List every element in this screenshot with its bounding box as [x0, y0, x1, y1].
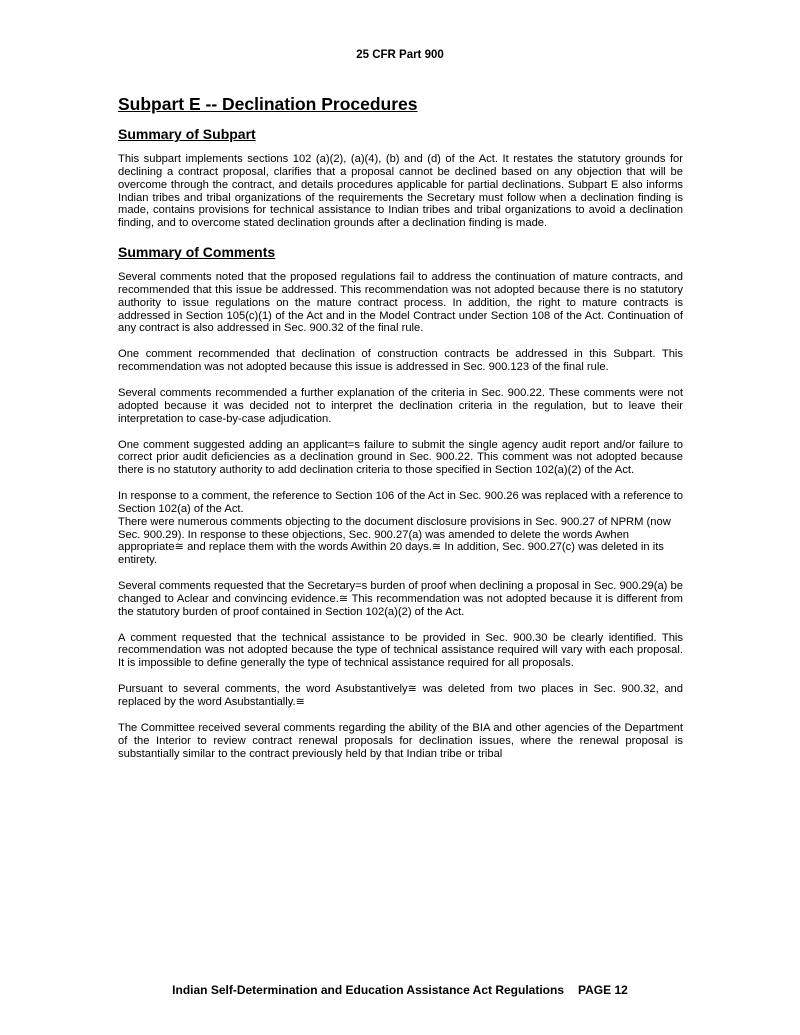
page-header: 25 CFR Part 900 — [356, 49, 444, 61]
comment-paragraph: Several comments noted that the proposed regulations fail to address the continuation of mature contracts, and recommended that this issue be addressed. This recommendation was not adopted because there is no statutory authority to issue regulations on the mature contract process. In addition, the right to mature contracts is addressed in Section 105(c)(1) of the Act and in the Model Contract under Section 108 of the Act. Continuation of any contract is also addressed in Sec. 900.32 of the final rule. — [118, 271, 683, 335]
document-body — [118, 93, 683, 773]
subpart-title: Subpart E -- Declination Procedures — [118, 94, 418, 114]
comment-paragraph: One comment recommended that declination of construction contracts be addressed in this Subpart. This recommendation was not adopted because this issue is addressed in Sec. 900.123 of the final rule. — [118, 348, 683, 374]
comments-heading: Summary of Comments — [118, 244, 276, 261]
comment-paragraph: Pursuant to several comments, the word Asubstantively≅ was deleted from two places in Sec. 900.32, and replaced by the word Asubstantially.≅ — [118, 683, 683, 708]
summary-paragraph: This subpart implements sections 102 (a)(2), (a)(4), (b) and (d) of the Act. It restates the statutory grounds for declining a contract proposal, clarifies that a proposal cannot be declined based on any objection that will be overcome through the contract, and details procedures applicable for partial declinations. Subpart E also informs Indian tribes and tribal organizations of the requirements the Secretary must follow when a declination finding is made, contains provisions for technical assistance to Indian tribes and tribal organizations to avoid a declination finding, and to overcome stated declination grounds after a declination finding is made. — [118, 153, 683, 230]
comment-paragraph: The Committee received several comments regarding the ability of the BIA and other agencies of the Department of the Interior to review contract renewal proposals for declination issues, where the renewal proposal is substantially similar to the contract previously held by that Indian tribe or tribal — [118, 721, 683, 760]
comment-paragraph: One comment suggested adding an applicant=s failure to submit the single agency audit report and/or failure to correct prior audit deficiencies as a declination ground in Sec. 900.22. This comment was not adopted because there is no statutory authority to add declination criteria to those specified in Section 102(a)(2) of the Act. — [118, 438, 683, 477]
comment-paragraph: Several comments recommended a further explanation of the criteria in Sec. 900.22. These comments were not adopted because it was decided not to interpret the declination criteria in the regulation, but to leave their interpretation to case-by-case adjudication. — [118, 386, 683, 425]
comment-paragraph: Several comments requested that the Secretary=s burden of proof when declining a proposal in Sec. 900.29(a) be changed to Aclear and convincing evidence.≅ This recommendation was not adopted because it is different from the statutory burden of proof contained in Section 102(a)(2) of the Act. — [118, 580, 683, 618]
summary-heading: Summary of Subpart — [118, 126, 256, 142]
footer-title: Indian Self-Determination and Education Assistance Act Regulations — [172, 983, 565, 997]
comment-paragraph: There were numerous comments objecting to the document disclosure provisions in Sec. 900.27 of NPRM (now Sec. 900.29). In response to these objections, Sec. 900.27(a) was amended to delete the words Awhen appropriate≅ and replace them with the words Awithin 20 days.≅ In addition, Sec. 900.27(c) was deleted in its entirety. — [118, 515, 671, 567]
page-number: PAGE 12 — [578, 983, 628, 997]
comment-paragraph: In response to a comment, the reference to Section 106 of the Act in Sec. 900.26 was replaced with a reference to Section 102(a) of the Act. — [118, 490, 683, 515]
comment-paragraph: A comment requested that the technical assistance to be provided in Sec. 900.30 be clearly identified. This recommendation was not adopted because the type of technical assistance required will vary with each proposal. It is impossible to define generally the type of technical assistance required for all proposals. — [118, 631, 683, 670]
page-footer — [0, 983, 800, 997]
